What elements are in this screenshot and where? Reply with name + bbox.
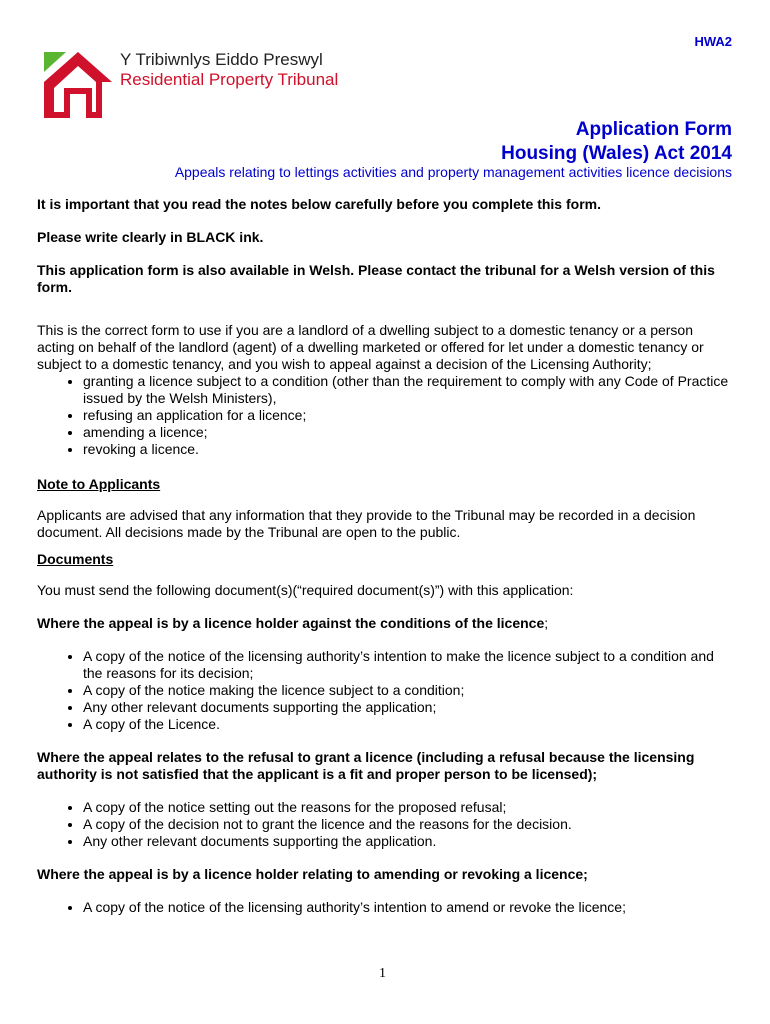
read-notes-notice: It is important that you read the notes below carefully before you complete this form. bbox=[37, 196, 601, 212]
intro-paragraph: This is the correct form to use if you are a landlord of a dwelling subject to a domestic tenancy or a person acting on behalf of the landlord (agent) of a dwelling marketed or offered for let under a domestic tenancy or subject to a domestic tenancy, and you wish to appeal against a decision of the Licensing Authority; bbox=[37, 322, 704, 372]
list-item: • revoking a licence. bbox=[83, 441, 733, 458]
list-item: • Any other relevant documents supporting the application; bbox=[83, 699, 733, 716]
list-item: • Any other relevant documents supporting the application. bbox=[83, 833, 733, 850]
section3-heading: Where the appeal is by a licence holder relating to amending or revoking a licence; bbox=[37, 866, 588, 882]
title-line-1: Application Form bbox=[575, 119, 732, 140]
list-item: • A copy of the notice of the licensing authority’s intention to amend or revoke the licence; bbox=[83, 899, 733, 916]
list-item: • amending a licence; bbox=[83, 424, 733, 441]
documents-heading: Documents bbox=[37, 551, 114, 567]
list-item: • A copy of the decision not to grant the licence and the reasons for the decision. bbox=[83, 816, 733, 833]
logo-english-name: Residential Property Tribunal bbox=[120, 70, 339, 89]
form-code: HWA2 bbox=[694, 34, 732, 49]
list-item: • granting a licence subject to a condition (other than the requirement to comply with any Code of Practice issued by the Welsh Ministers), bbox=[83, 373, 733, 407]
section1-list bbox=[37, 648, 733, 733]
list-item: • A copy of the notice of the licensing authority’s intention to make the licence subject to a condition and the reasons for its decision; bbox=[83, 648, 733, 682]
page-number: 1 bbox=[379, 966, 386, 981]
title-line-2: Housing (Wales) Act 2014 bbox=[501, 143, 732, 164]
form-title bbox=[501, 118, 732, 166]
intro-list bbox=[37, 373, 733, 458]
welsh-version-notice: This application form is also available in Welsh. Please contact the tribunal for a Welsh version of this form. bbox=[37, 262, 715, 295]
list-item: • refusing an application for a licence; bbox=[83, 407, 733, 424]
form-subtitle: Appeals relating to lettings activities and property management activities licence decisions bbox=[174, 164, 732, 180]
note-to-applicants-text: Applicants are advised that any information that they provide to the Tribunal may be recorded in a decision document. All decisions made by the Tribunal are open to the public. bbox=[37, 507, 696, 540]
documents-intro: You must send the following document(s)(“required document(s)”) with this application: bbox=[37, 582, 574, 598]
house-logo-icon bbox=[40, 48, 114, 120]
note-to-applicants-heading: Note to Applicants bbox=[37, 476, 161, 492]
black-ink-notice: Please write clearly in BLACK ink. bbox=[37, 229, 264, 245]
section2-heading: Where the appeal relates to the refusal to grant a licence (including a refusal because the licensing authority is not satisfied that the applicant is a fit and proper person to be licensed); bbox=[37, 749, 695, 782]
logo-welsh-name: Y Tribiwnlys Eiddo Preswyl bbox=[120, 50, 323, 69]
list-item: • A copy of the notice making the licence subject to a condition; bbox=[83, 682, 733, 699]
tribunal-logo bbox=[40, 48, 370, 120]
section1-heading: Where the appeal is by a licence holder against the conditions of the licence; bbox=[37, 615, 549, 631]
list-item: • A copy of the notice setting out the reasons for the proposed refusal; bbox=[83, 799, 733, 816]
section3-list bbox=[37, 899, 733, 916]
form-body bbox=[37, 196, 733, 916]
section2-list bbox=[37, 799, 733, 850]
list-item: • A copy of the Licence. bbox=[83, 716, 733, 733]
